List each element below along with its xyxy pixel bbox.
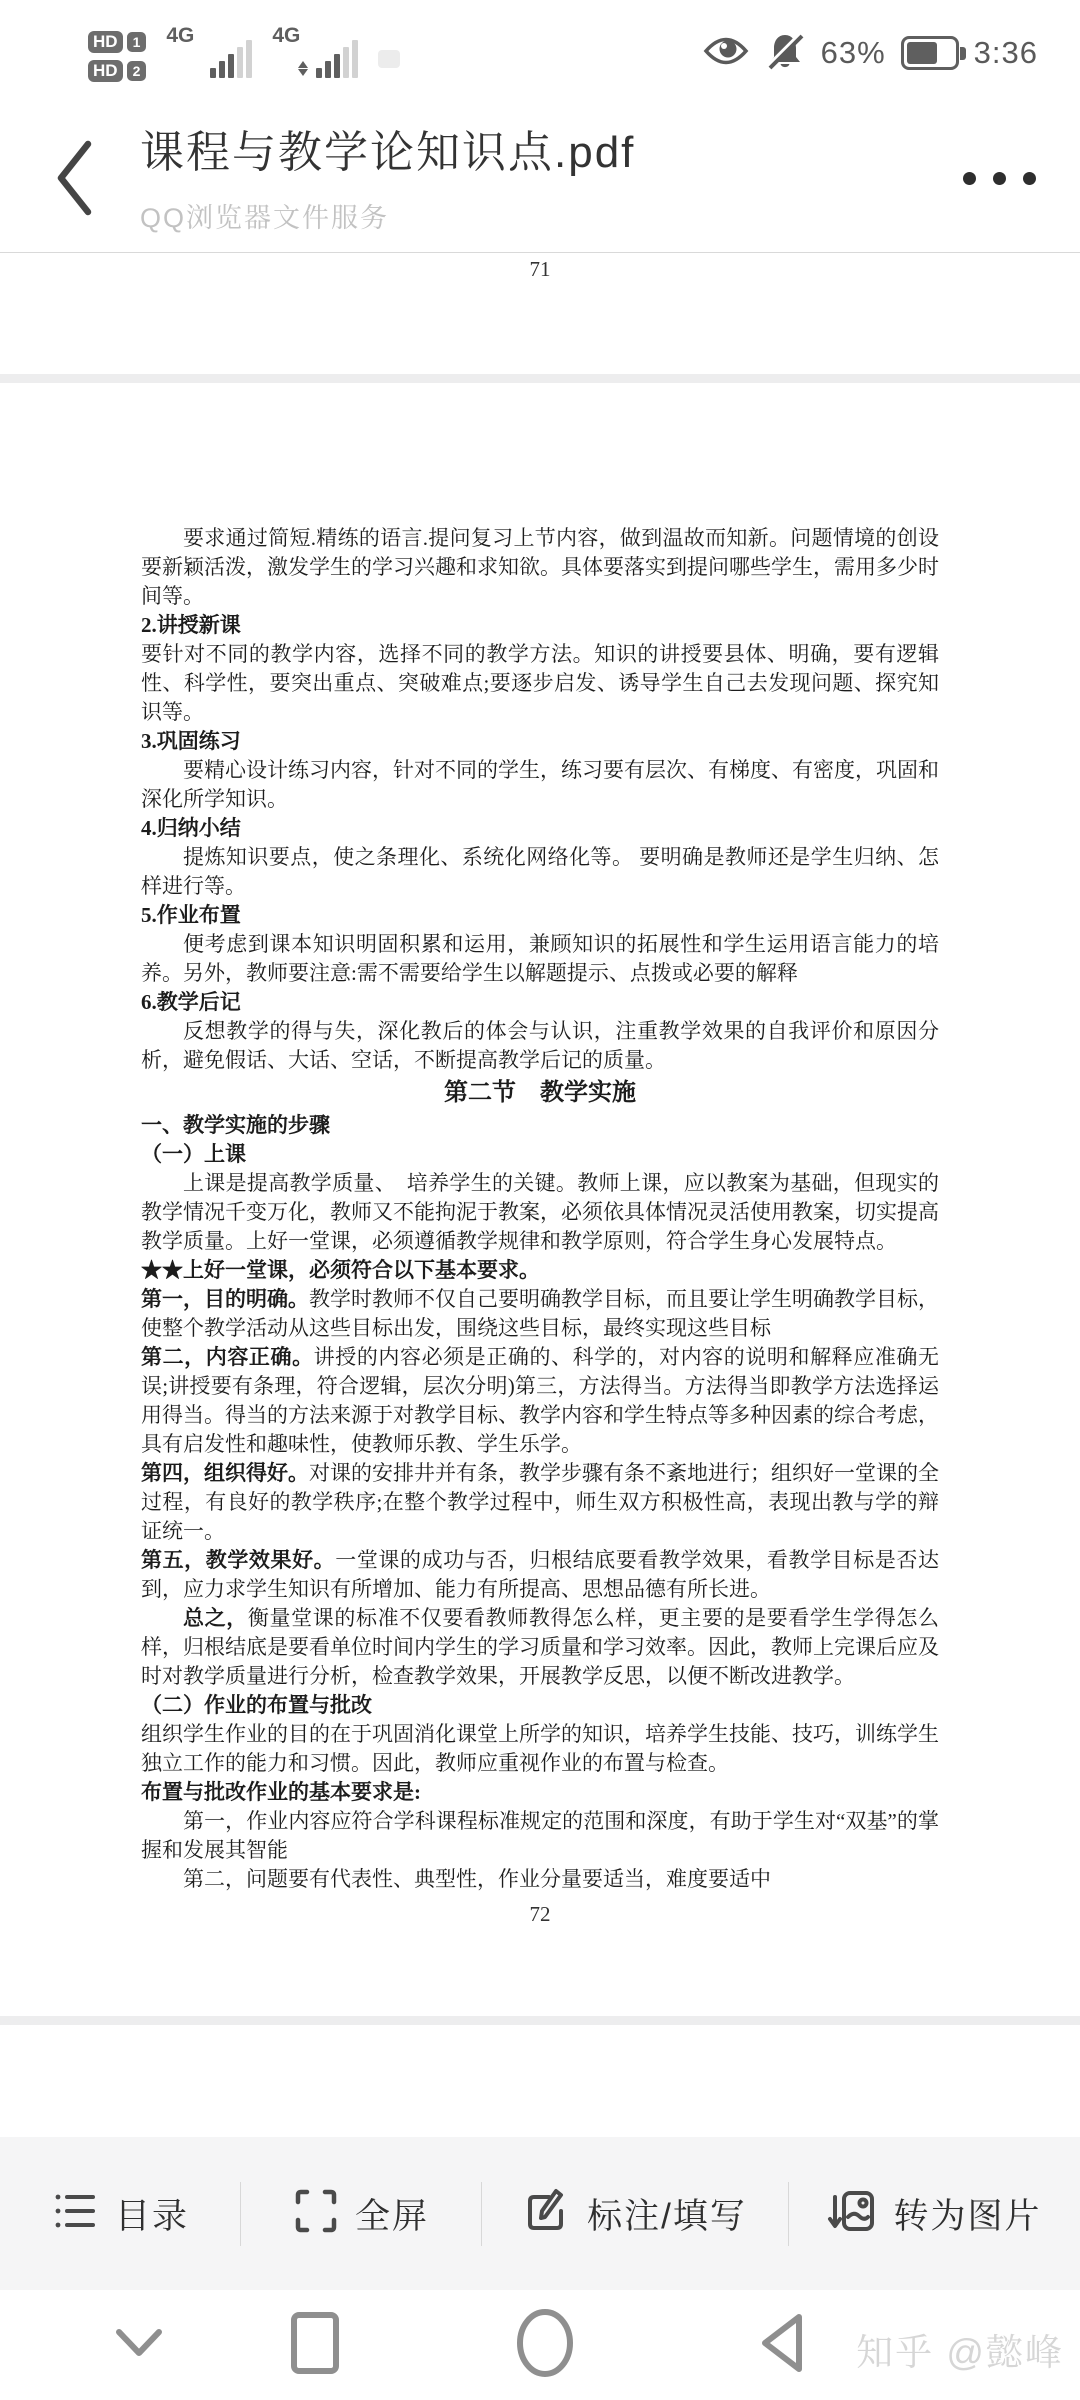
battery-icon	[901, 36, 959, 70]
pdf-viewport[interactable]	[0, 253, 1080, 2137]
annotate-label: 标注/填写	[587, 2196, 747, 2236]
pdf-toolbar	[0, 2137, 1080, 2290]
chevron-down-icon	[110, 2325, 168, 2366]
annotate-button[interactable]	[482, 2137, 788, 2290]
faint-status-icon	[378, 50, 400, 68]
doc-paragraph: 上课是提高教学质量、 培养学生的关键。教师上课，应以教案为基础，但现实的教学情况千变万化，教师又不能拘泥于教案，必须依具体情况灵活使用教案，切实提高教学质量。上好一堂课，必须遵循教学规律和教学原则，符合学生身心发展特点。	[141, 1171, 939, 1253]
home-button[interactable]	[510, 2290, 580, 2400]
hd-icon: HD	[88, 31, 123, 53]
back-button[interactable]	[52, 140, 96, 220]
notifications-muted-icon	[764, 30, 806, 77]
toc-button[interactable]	[0, 2137, 240, 2290]
doc-paragraph: 组织学生作业的目的在于巩固消化课堂上所学的知识，培养学生技能、技巧，训练学生独立工作的能力和习惯。因此，教师应重视作业的布置与检查。	[141, 1722, 939, 1775]
doc-paragraph: 第二，问题要有代表性、典型性，作业分量要适当，难度要适中	[183, 1867, 771, 1891]
collapse-nav-button[interactable]	[104, 2290, 174, 2400]
status-right-group	[703, 30, 1038, 77]
clock-label: 3:36	[973, 35, 1038, 70]
doc-paragraph: 要针对不同的教学内容，选择不同的教学方法。知识的讲授要县体、明确，要有逻辑性、科学性，要突出重点、突破难点;要逐步启发、诱导学生自己去发现问题、探究知识等。	[141, 642, 939, 724]
more-menu-icon	[1023, 172, 1036, 185]
zhihu-watermark: 知乎 @懿峰	[856, 2332, 1064, 2373]
more-menu-icon	[963, 172, 976, 185]
convert-to-image-icon	[827, 2187, 877, 2240]
doc-paragraph: 第四，组织得好。对课的安排井并有条，教学步骤有条不紊地进行；组织好一堂课的全过程，有良好的教学秩序;在整个教学过程中，师生双方积极性高，表现出教与学的辩证统一。	[141, 1461, 939, 1543]
doc-paragraph: 总之，衡量堂课的标准不仅要看教师教得怎么样，更主要的是要看学生学得怎么样，归根结底是要看单位时间内学生的学习质量和学习效率。因此，教师上完课后应及时对教学质量进行分析，检查教学效果，开展教学反思，以便不断改进教学。	[141, 1606, 940, 1688]
convert-to-image-label: 转为图片	[893, 2196, 1042, 2236]
status-bar	[0, 0, 1080, 100]
more-menu-button[interactable]	[963, 172, 1036, 185]
hd1-badge	[88, 31, 146, 53]
nav-back-button[interactable]	[746, 2290, 816, 2400]
document-title: 课程与教学论知识点.pdf	[140, 128, 636, 177]
doc-paragraph: 第一，作业内容应符合学科课程标准规定的范围和深度，有助于学生对“双基”的掌握和发展其智能	[141, 1809, 939, 1862]
doc-paragraph: 要求通过简短.精练的语言.提问复习上节内容，做到温故而知新。问题情境的创设要新颖活泼，激发学生的学习兴趣和求知欲。具体要落实到提问哪些学生，需用多少时间等。	[141, 526, 939, 608]
recents-button[interactable]	[280, 2290, 350, 2400]
doc-paragraph: 一、教学实施的步骤	[141, 1113, 330, 1137]
doc-paragraph: 4.归纳小结	[141, 816, 241, 840]
more-menu-icon	[993, 172, 1006, 185]
doc-paragraph: 便考虑到课本知识明固积累和运用，兼顾知识的拓展性和学生运用语言能力的培养。另外，教师要注意:需不需要给学生以解题提示、点拨或必要的解释	[141, 932, 939, 985]
doc-paragraph: 反想教学的得与失，深化教后的体会与认识，注重教学效果的自我评价和原因分析，避免假话、大话、空话，不断提高教学后记的质量。	[141, 1019, 939, 1072]
back-triangle-icon	[753, 2309, 809, 2382]
back-chevron-icon	[53, 138, 95, 223]
sim2-badge: 2	[127, 61, 147, 81]
hd-icon: HD	[88, 60, 123, 82]
doc-paragraph: （二）作业的布置与批改	[141, 1693, 372, 1717]
annotate-icon	[523, 2187, 571, 2240]
page-divider	[0, 374, 1080, 383]
signal-bars-icon	[166, 24, 252, 82]
app-header	[0, 100, 1080, 253]
doc-paragraph: 第二节 教学实施	[444, 1080, 636, 1106]
data-traffic-icon	[298, 61, 308, 76]
convert-to-image-button[interactable]	[789, 2137, 1080, 2290]
battery-percent-label: 63%	[820, 35, 886, 70]
fullscreen-icon	[293, 2187, 339, 2240]
home-circle-icon	[514, 2307, 576, 2384]
doc-paragraph: 提炼知识要点，使之条理化、系统化网络化等。 要明确是教师还是学生归纳、怎样进行等。	[141, 845, 939, 898]
toc-icon	[51, 2187, 99, 2240]
network-type-label: 4G	[166, 24, 195, 47]
page-number-71: 71	[529, 257, 551, 281]
signal-bars	[210, 40, 252, 78]
sim1-badge: 1	[127, 32, 147, 52]
document-source-label: QQ浏览器文件服务	[140, 203, 390, 233]
doc-paragraph: 6.教学后记	[141, 990, 241, 1014]
page-number-72: 72	[529, 1902, 551, 1926]
fullscreen-button[interactable]	[241, 2137, 481, 2290]
doc-paragraph: 2.讲授新课	[141, 613, 241, 637]
doc-paragraph: 第一，目的明确。教学时教师不仅自己要明确教学目标，而且要让学生明确教学目标，使整个教学活动从这些目标出发，围绕这些目标，最终实现这些目标	[141, 1287, 939, 1340]
signal-bars-icon	[272, 24, 358, 82]
network-type-label: 4G	[272, 24, 301, 47]
doc-paragraph: 布置与批改作业的基本要求是:	[141, 1780, 421, 1804]
document-title-block	[140, 116, 960, 235]
signal-bars	[316, 40, 358, 78]
doc-paragraph: 5.作业布置	[141, 903, 241, 927]
doc-paragraph: ★★上好一堂课，必须符合以下基本要求。	[141, 1258, 540, 1282]
hd-badges	[88, 31, 146, 82]
toc-label: 目录	[114, 2196, 189, 2236]
hd2-badge	[88, 60, 146, 82]
doc-paragraph: （一）上课	[141, 1142, 246, 1166]
recents-square-icon	[289, 2310, 341, 2381]
system-nav-bar	[0, 2290, 1080, 2400]
fullscreen-label: 全屏	[354, 2196, 429, 2236]
doc-paragraph: 3.巩固练习	[141, 729, 241, 753]
pdf-page-72-text	[141, 524, 939, 1894]
eye-protection-icon	[703, 35, 749, 72]
page-divider	[0, 2016, 1080, 2025]
doc-paragraph: 第五，教学效果好。一堂课的成功与否，归根结底要看教学效果，看教学目标是否达到，应力求学生知识有所增加、能力有所提高、思想品德有所长进。	[141, 1548, 939, 1601]
status-left-group	[88, 24, 400, 82]
doc-paragraph: 要精心设计练习内容，针对不同的学生，练习要有层次、有梯度、有密度，巩固和深化所学知识。	[141, 758, 939, 811]
doc-paragraph: 第二，内容正确。讲授的内容必须是正确的、科学的，对内容的说明和解释应准确无误;讲授要有条理，符合逻辑，层次分明)第三，方法得当。方法得当即教学方法选择运用得当。得当的方法来源于对教学目标、教学内容和学生特点等多种因素的综合考虑，具有启发性和趣味性，使教师乐教、学生乐学。	[141, 1345, 940, 1456]
